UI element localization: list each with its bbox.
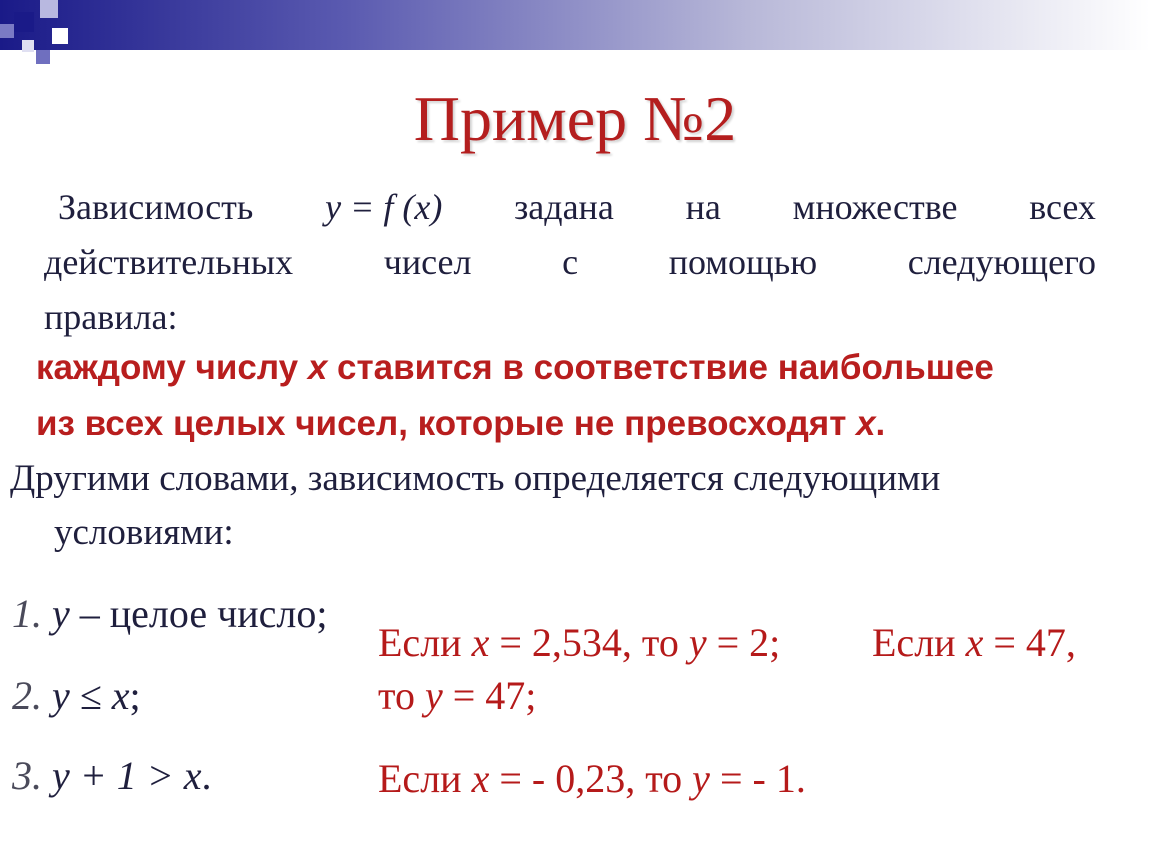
header-gradient-bar xyxy=(0,0,1150,50)
intro-word: следующего xyxy=(907,242,1096,282)
intro-word: на xyxy=(685,187,721,227)
condition-expression: y ≤ x xyxy=(52,673,130,718)
intro-word: помощью xyxy=(668,242,818,282)
example-variable: y xyxy=(424,673,443,718)
example-text: = - 0,23, то xyxy=(489,756,693,801)
condition-text: . xyxy=(201,753,212,798)
intro-line-3: правила: xyxy=(44,297,178,337)
example-2 xyxy=(872,619,1076,666)
rule-text: из всех целых чисел, которые не превосходят xyxy=(36,404,857,443)
example-variable: y xyxy=(692,756,710,801)
example-text: Если xyxy=(378,756,472,801)
condition-expression: y + 1 > x xyxy=(52,753,202,798)
condition-number: 1. xyxy=(12,591,42,636)
rule-text: . xyxy=(875,404,886,443)
example-text: Если xyxy=(378,620,472,665)
intro-word: всех xyxy=(1029,187,1096,227)
example-variable: x xyxy=(965,620,984,665)
example-text: = - 1. xyxy=(709,756,806,801)
example-variable: y xyxy=(688,620,707,665)
example-3 xyxy=(378,755,806,802)
condition-text: ; xyxy=(129,673,141,718)
function-expression: y = f (x) xyxy=(325,187,443,227)
condition-number: 3. xyxy=(12,753,42,798)
rule-line-2 xyxy=(36,404,885,444)
example-text: = 47, xyxy=(983,620,1076,665)
decor-square xyxy=(36,50,50,64)
example-1 xyxy=(378,619,780,666)
condition-text: – целое число; xyxy=(69,591,328,636)
condition-2 xyxy=(12,672,141,719)
condition-1 xyxy=(12,590,327,637)
slide-title: Пример №2 xyxy=(413,83,737,154)
restatement-line-1: Другими словами, зависимость определяется следующими xyxy=(10,458,941,499)
condition-3 xyxy=(12,752,212,799)
intro-word: множестве xyxy=(792,187,958,227)
decor-square xyxy=(0,24,14,38)
intro-word: чисел xyxy=(383,242,472,282)
restatement-line-2: условиями: xyxy=(54,512,234,553)
example-text: = 47; xyxy=(442,673,537,718)
intro-line-1 xyxy=(58,186,1096,228)
decor-square xyxy=(14,12,34,32)
decor-square xyxy=(40,0,58,18)
intro-word: задана xyxy=(514,187,614,227)
rule-text: ставится в соответствие наибольшее xyxy=(327,348,994,387)
rule-variable: x xyxy=(856,404,876,443)
intro-line-2 xyxy=(44,241,1096,283)
condition-number: 2. xyxy=(12,673,42,718)
rule-line-1 xyxy=(36,348,994,388)
intro-word: с xyxy=(562,242,579,282)
example-2-continued xyxy=(378,672,536,719)
decor-square xyxy=(52,28,68,44)
intro-word: действительных xyxy=(44,242,294,282)
example-text: = 2,534, то xyxy=(489,620,689,665)
example-text: = 2; xyxy=(706,620,781,665)
decor-square xyxy=(22,40,34,52)
example-variable: x xyxy=(471,620,490,665)
condition-expression: y xyxy=(52,591,70,636)
intro-word: Зависимость xyxy=(58,187,254,227)
rule-text: каждому числу xyxy=(36,348,308,387)
example-text: Если xyxy=(872,620,966,665)
rule-variable: x xyxy=(307,348,328,387)
example-text: то xyxy=(378,673,425,718)
example-variable: x xyxy=(471,756,490,801)
